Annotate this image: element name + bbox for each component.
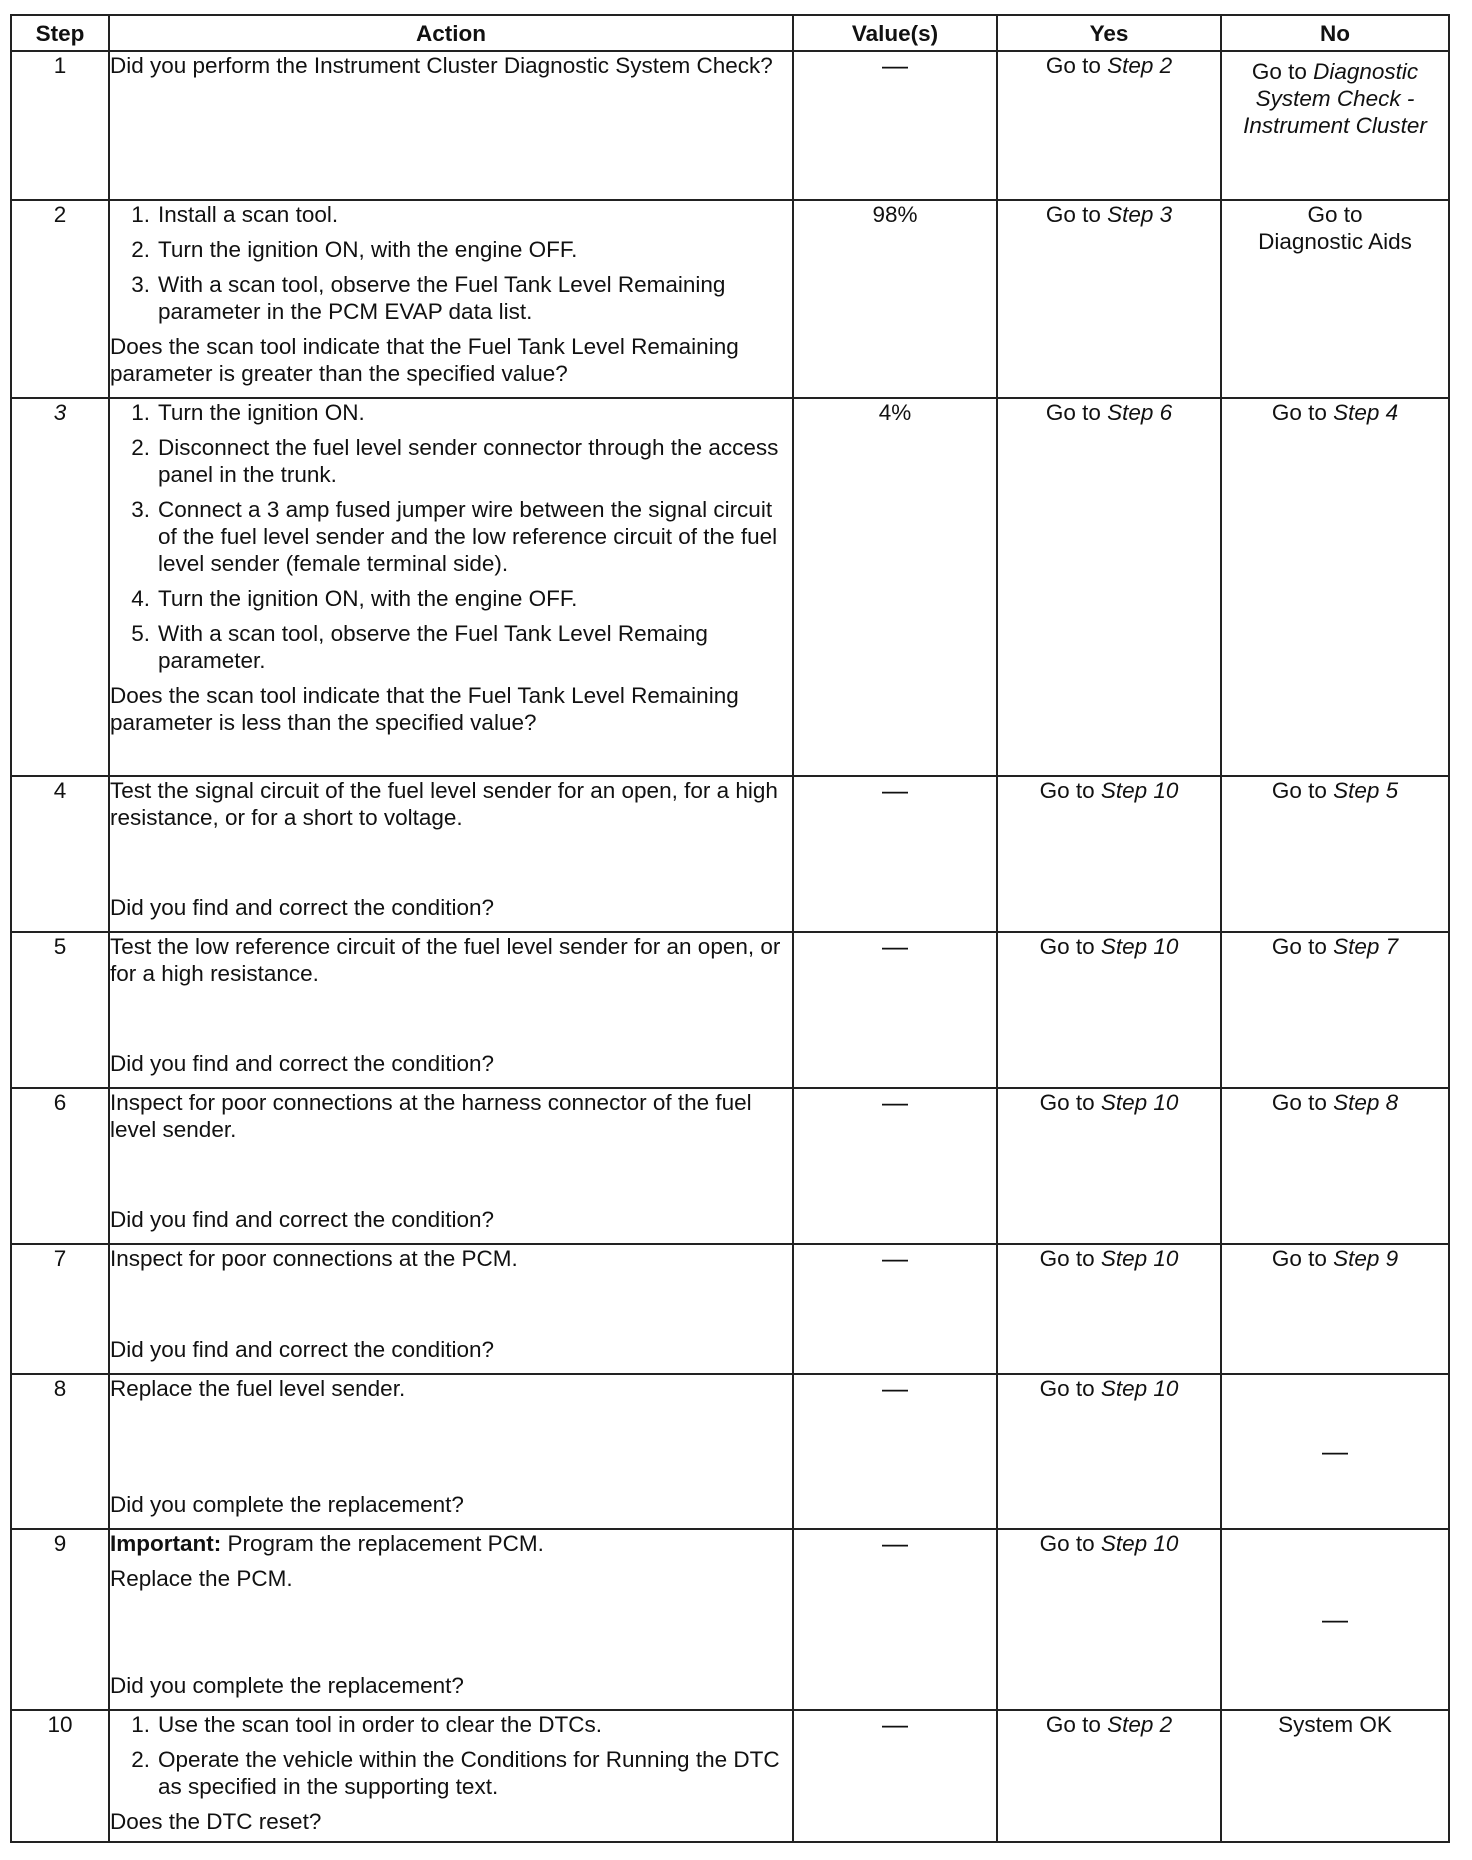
no-prefix: Go to — [1271, 400, 1327, 425]
value-cell: — — [793, 51, 997, 200]
list-item: 4. Turn the ignition ON, with the engine OFF. — [131, 586, 578, 611]
step-number: 2 — [11, 200, 109, 398]
action-list — [110, 1711, 792, 1800]
list-item: 2. Turn the ignition ON, with the engine OFF. — [131, 237, 578, 262]
action-cell — [109, 932, 793, 1088]
yes-cell — [997, 1374, 1221, 1529]
no-text: Go to Diagnostic Aids — [1258, 202, 1412, 254]
list-item: 1. Use the scan tool in order to clear the DTCs. — [131, 1712, 602, 1737]
step-number: 7 — [11, 1244, 109, 1374]
important-note — [110, 1530, 792, 1557]
table-row-step-7 — [11, 1244, 1449, 1374]
yes-step-link: Step 2 — [1107, 53, 1173, 78]
value-cell: — — [793, 776, 997, 932]
value-cell: — — [793, 1088, 997, 1244]
step-number: 8 — [11, 1374, 109, 1529]
action-cell — [109, 200, 793, 398]
table-row-step-9 — [11, 1529, 1449, 1710]
important-label: Important: — [110, 1531, 222, 1556]
step-number: 1 — [11, 51, 109, 200]
yes-prefix: Go to — [1039, 1376, 1095, 1401]
table-row-step-8 — [11, 1374, 1449, 1529]
yes-step-link: Step 10 — [1100, 1090, 1179, 1115]
yes-prefix: Go to — [1039, 934, 1095, 959]
action-text: Test the signal circuit of the fuel level sender for an open, for a high resistance, or for a short to voltage. — [110, 778, 778, 830]
yes-prefix: Go to — [1039, 1531, 1095, 1556]
header-yes: Yes — [997, 15, 1221, 51]
list-item: 3. Connect a 3 amp fused jumper wire between the signal circuit of the fuel level sender and the low reference circuit of the fuel level sender (female terminal side). — [131, 497, 778, 576]
action-cell — [109, 1529, 793, 1710]
yes-cell — [997, 1710, 1221, 1842]
value-cell: — — [793, 1374, 997, 1529]
yes-cell — [997, 776, 1221, 932]
action-text: Replace the fuel level sender. — [110, 1376, 406, 1401]
step-number: 4 — [11, 776, 109, 932]
yes-prefix: Go to — [1039, 778, 1095, 803]
header-no: No — [1221, 15, 1449, 51]
action-text: Replace the PCM. — [110, 1566, 293, 1591]
no-cell — [1221, 51, 1449, 200]
table-row-step-6 — [11, 1088, 1449, 1244]
no-step-link: Step 9 — [1333, 1246, 1399, 1271]
yes-step-link: Step 10 — [1100, 1531, 1179, 1556]
yes-prefix: Go to — [1045, 202, 1101, 227]
no-step-link: Step 5 — [1333, 778, 1399, 803]
step-number: 10 — [11, 1710, 109, 1842]
no-prefix: Go to — [1271, 1246, 1327, 1271]
list-item: 3. With a scan tool, observe the Fuel Tank Level Remaining parameter in the PCM EVAP data list. — [131, 272, 726, 324]
yes-prefix: Go to — [1039, 1246, 1095, 1271]
no-cell — [1221, 1244, 1449, 1374]
action-question: Did you complete the replacement? — [110, 1673, 464, 1698]
table-row-step-1 — [11, 51, 1449, 200]
yes-prefix: Go to — [1039, 1090, 1095, 1115]
yes-step-link: Step 6 — [1107, 400, 1173, 425]
no-step-link: Step 4 — [1333, 400, 1399, 425]
action-cell — [109, 1088, 793, 1244]
action-text: Did you perform the Instrument Cluster Diagnostic System Check? — [110, 53, 773, 78]
yes-cell — [997, 200, 1221, 398]
action-list — [110, 399, 792, 674]
diagnostic-table — [10, 14, 1450, 1843]
table-row-step-5 — [11, 932, 1449, 1088]
table-row-step-2 — [11, 200, 1449, 398]
yes-step-link: Step 10 — [1100, 778, 1179, 803]
yes-cell — [997, 1529, 1221, 1710]
no-step-link: Step 7 — [1333, 934, 1399, 959]
no-cell — [1221, 398, 1449, 776]
action-cell — [109, 776, 793, 932]
no-cell — [1221, 200, 1449, 398]
action-text: Inspect for poor connections at the harness connector of the fuel level sender. — [110, 1090, 752, 1142]
no-step-link: Diagnostic System Check - Instrument Cluster — [1243, 59, 1427, 138]
value-cell: — — [793, 932, 997, 1088]
action-question: Does the scan tool indicate that the Fuel Tank Level Remaining parameter is less than the specified value? — [110, 683, 739, 735]
yes-prefix: Go to — [1045, 1712, 1101, 1737]
no-prefix: Go to — [1271, 934, 1327, 959]
header-action: Action — [109, 15, 793, 51]
value-cell: — — [793, 1529, 997, 1710]
table-row-step-10 — [11, 1710, 1449, 1842]
yes-cell — [997, 1088, 1221, 1244]
no-cell — [1221, 1088, 1449, 1244]
no-prefix: Go to — [1251, 59, 1307, 84]
step-number: 5 — [11, 932, 109, 1088]
yes-cell — [997, 1244, 1221, 1374]
yes-cell — [997, 932, 1221, 1088]
yes-cell — [997, 51, 1221, 200]
action-list — [110, 201, 792, 325]
action-text: Test the low reference circuit of the fuel level sender for an open, or for a high resistance. — [110, 934, 781, 986]
no-cell: — — [1221, 1374, 1449, 1529]
action-question: Does the DTC reset? — [110, 1809, 322, 1834]
action-question: Did you find and correct the condition? — [110, 1051, 494, 1076]
list-item: 1. Turn the ignition ON. — [131, 400, 365, 425]
list-item: 5. With a scan tool, observe the Fuel Tank Level Remaing parameter. — [131, 621, 708, 673]
list-item: 2. Disconnect the fuel level sender connector through the access panel in the trunk. — [131, 435, 779, 487]
yes-step-link: Step 10 — [1100, 1376, 1179, 1401]
list-item: 1. Install a scan tool. — [131, 202, 339, 227]
yes-prefix: Go to — [1045, 53, 1101, 78]
action-cell — [109, 398, 793, 776]
action-question: Did you find and correct the condition? — [110, 1337, 494, 1362]
action-question: Did you find and correct the condition? — [110, 1207, 494, 1232]
no-step-link: Step 8 — [1333, 1090, 1399, 1115]
action-cell — [109, 1374, 793, 1529]
step-number: 9 — [11, 1529, 109, 1710]
yes-step-link: Step 10 — [1100, 1246, 1179, 1271]
value-cell: — — [793, 1244, 997, 1374]
no-cell — [1221, 932, 1449, 1088]
header-values: Value(s) — [793, 15, 997, 51]
no-prefix: Go to — [1271, 778, 1327, 803]
table-row-step-3 — [11, 398, 1449, 776]
value-cell: 4% — [793, 398, 997, 776]
no-prefix: Go to — [1271, 1090, 1327, 1115]
step-number: 6 — [11, 1088, 109, 1244]
important-text: Program the replacement PCM. — [227, 1531, 544, 1556]
no-cell — [1221, 776, 1449, 932]
action-question: Did you find and correct the condition? — [110, 895, 494, 920]
action-question: Does the scan tool indicate that the Fuel Tank Level Remaining parameter is greater than the specified value? — [110, 334, 739, 386]
list-item: 2. Operate the vehicle within the Conditions for Running the DTC as specified in the supporting text. — [131, 1747, 780, 1799]
action-cell — [109, 1710, 793, 1842]
yes-prefix: Go to — [1045, 400, 1101, 425]
value-cell: — — [793, 1710, 997, 1842]
yes-step-link: Step 10 — [1100, 934, 1179, 959]
yes-cell — [997, 398, 1221, 776]
yes-step-link: Step 3 — [1107, 202, 1173, 227]
yes-step-link: Step 2 — [1107, 1712, 1173, 1737]
action-text: Inspect for poor connections at the PCM. — [110, 1246, 518, 1271]
header-row — [11, 15, 1449, 51]
action-cell — [109, 51, 793, 200]
step-number: 3 — [11, 398, 109, 776]
action-cell — [109, 1244, 793, 1374]
no-cell: System OK — [1221, 1710, 1449, 1842]
table-row-step-4 — [11, 776, 1449, 932]
no-cell: — — [1221, 1529, 1449, 1710]
value-cell: 98% — [793, 200, 997, 398]
action-question: Did you complete the replacement? — [110, 1492, 464, 1517]
header-step: Step — [11, 15, 109, 51]
